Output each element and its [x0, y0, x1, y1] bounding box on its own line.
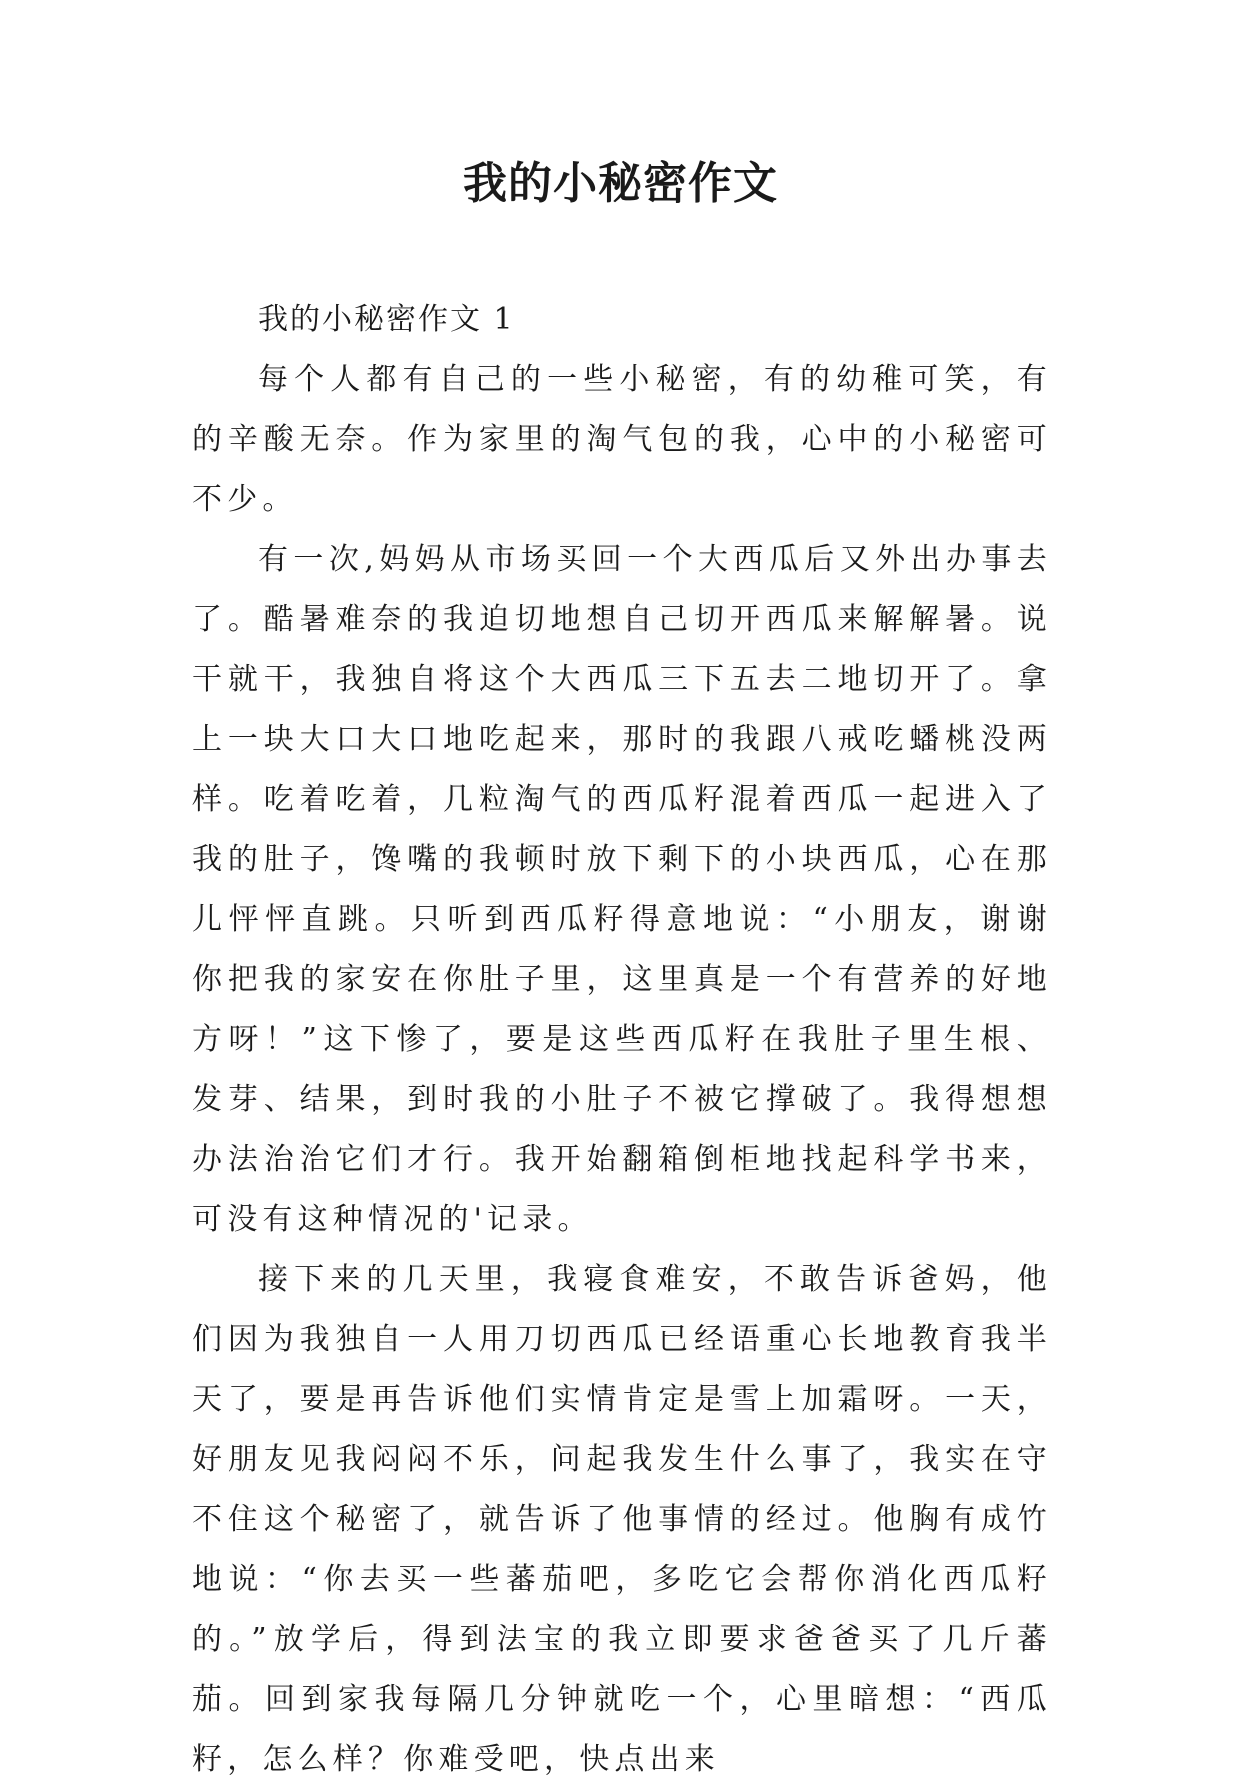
- paragraph: 接下来的几天里，我寝食难安，不敢告诉爸妈，他们因为我独自一人用刀切西瓜已经语重心长地教育我半天了，要是再告诉他们实情肯定是雪上加霜呀。一天，好朋友见我闷闷不乐，问起我发生什么事了，我实在守不住这个秘密了，就告诉了他事情的经过。他胸有成竹地说：“你去买一些蕃茄吧，多吃它会帮你消化西瓜籽的。”放学后，得到法宝的我立即要求爸爸买了几斤蕃茄。回到家我每隔几分钟就吃一个，心里暗想：“西瓜籽，怎么样？你难受吧，快点出来: [192, 1262, 1052, 1777]
- document-title: 我的小秘密作文: [463, 158, 778, 209]
- essay-subtitle: 我的小秘密作文 1: [258, 302, 515, 337]
- paragraph: 每个人都有自己的一些小秘密，有的幼稚可笑，有的辛酸无奈。作为家里的淘气包的我，心中的小秘密可不少。: [192, 362, 1052, 517]
- paragraph: 有一次,妈妈从市场买回一个大西瓜后又外出办事去了。酷暑难奈的我迫切地想自己切开西瓜来解解暑。说干就干，我独自将这个大西瓜三下五去二地切开了。拿上一块大口大口地吃起来，那时的我跟八戒吃蟠桃没两样。吃着吃着，几粒淘气的西瓜籽混着西瓜一起进入了我的肚子，馋嘴的我顿时放下剩下的小块西瓜，心在那儿怦怦直跳。只听到西瓜籽得意地说：“小朋友，谢谢你把我的家安在你肚子里，这里真是一个有营养的好地方呀！”这下惨了，要是这些西瓜籽在我肚子里生根、发芽、结果，到时我的小肚子不被它撑破了。我得想想办法治治它们才行。我开始翻箱倒柜地找起科学书来，可没有这种情况的'记录。: [192, 542, 1052, 1237]
- document-body: [192, 290, 1052, 1790]
